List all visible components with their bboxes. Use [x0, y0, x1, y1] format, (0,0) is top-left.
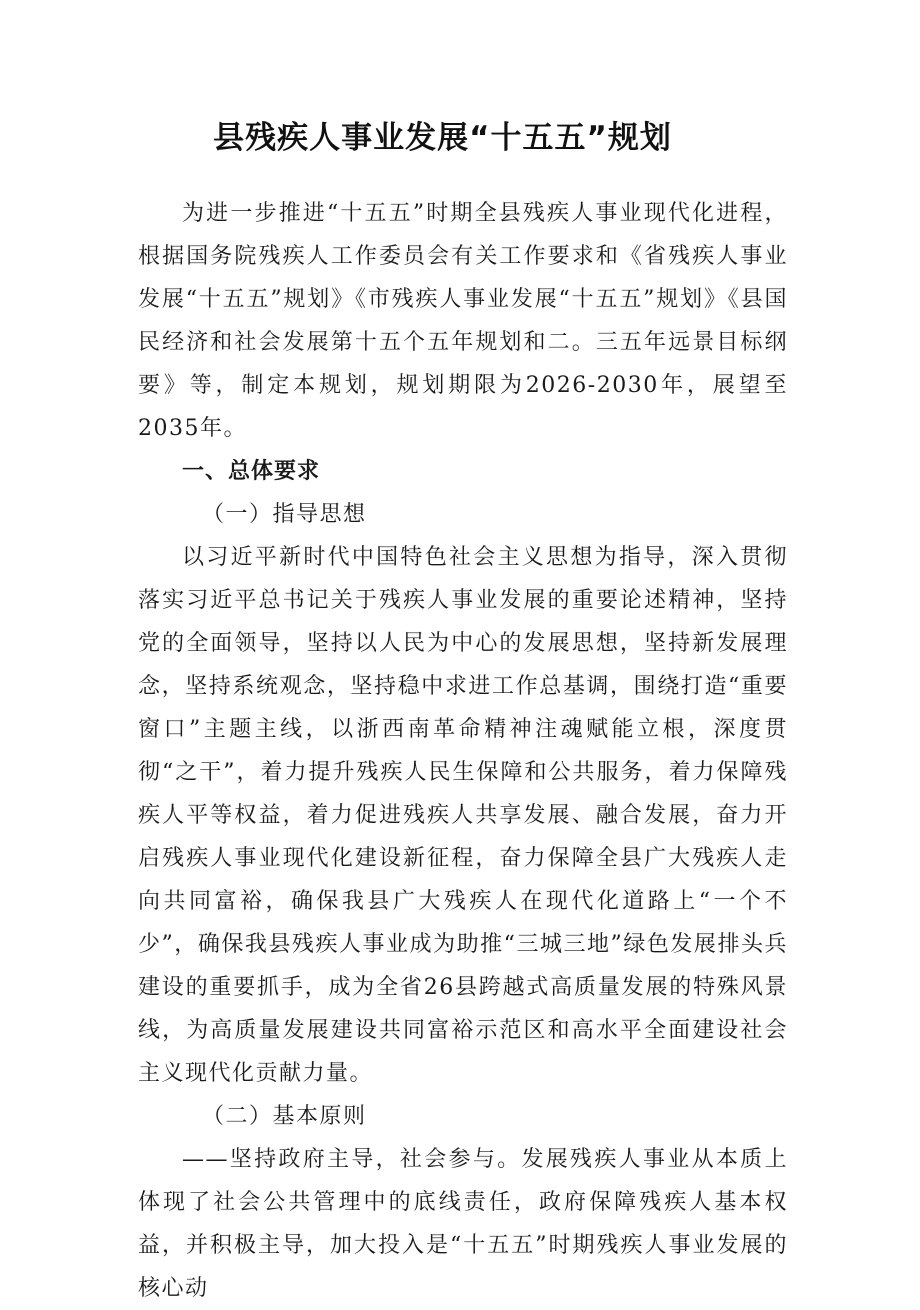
subsection-heading-basic-principles: （二）基本原则	[202, 1104, 367, 1129]
principle-paragraph: ——坚持政府主导，社会参与。发展残疾人事业从本质上体现了社会公共管理中的底线责任，政府保障残疾人基本权益，并积极主导，加大投入是“十五五”时期残疾人事业发展的核心动	[138, 1147, 788, 1301]
guiding-thought-paragraph: 以习近平新时代中国特色社会主义思想为指导，深入贯彻落实习近平总书记关于残疾人事业发展的重要论述精神，坚持党的全面领导，坚持以人民为中心的发展思想，坚持新发展理念，坚持系统观念，坚持稳中求进工作总基调，围绕打造“重要窗口”主题主线，以浙西南革命精神注魂赋能立根，深度贯彻“之干”，着力提升残疾人民生保障和公共服务，着力保障残疾人平等权益，着力促进残疾人共享发展、融合发展，奋力开启残疾人事业现代化建设新征程，奋力保障全县广大残疾人走向共同富裕，确保我县广大残疾人在现代化道路上“一个不少”，确保我县残疾人事业成为助推“三城三地”绿色发展排头兵建设的重要抓手，成为全省26县跨越式高质量发展的特殊风景线，为高质量发展建设共同富裕示范区和高水平全面建设社会主义现代化贡献力量。	[138, 545, 788, 1086]
document-title: 县残疾人事业发展“十五五”规划	[213, 120, 672, 156]
intro-paragraph: 为进一步推进“十五五”时期全县残疾人事业现代化进程，根据国务院残疾人工作委员会有关工作要求和《省残疾人事业发展“十五五”规划》《市残疾人事业发展“十五五”规划》《县国民经济和社会发展第十五个五年规划和二。三五年远景目标纲要》等，制定本规划，规划期限为2026-2030年，展望至2035年。	[138, 201, 788, 441]
subsection-heading-guiding-thought: （一）指导思想	[202, 502, 367, 527]
document-body	[138, 192, 788, 1310]
section-heading-general-requirements: 一、总体要求	[182, 459, 321, 484]
